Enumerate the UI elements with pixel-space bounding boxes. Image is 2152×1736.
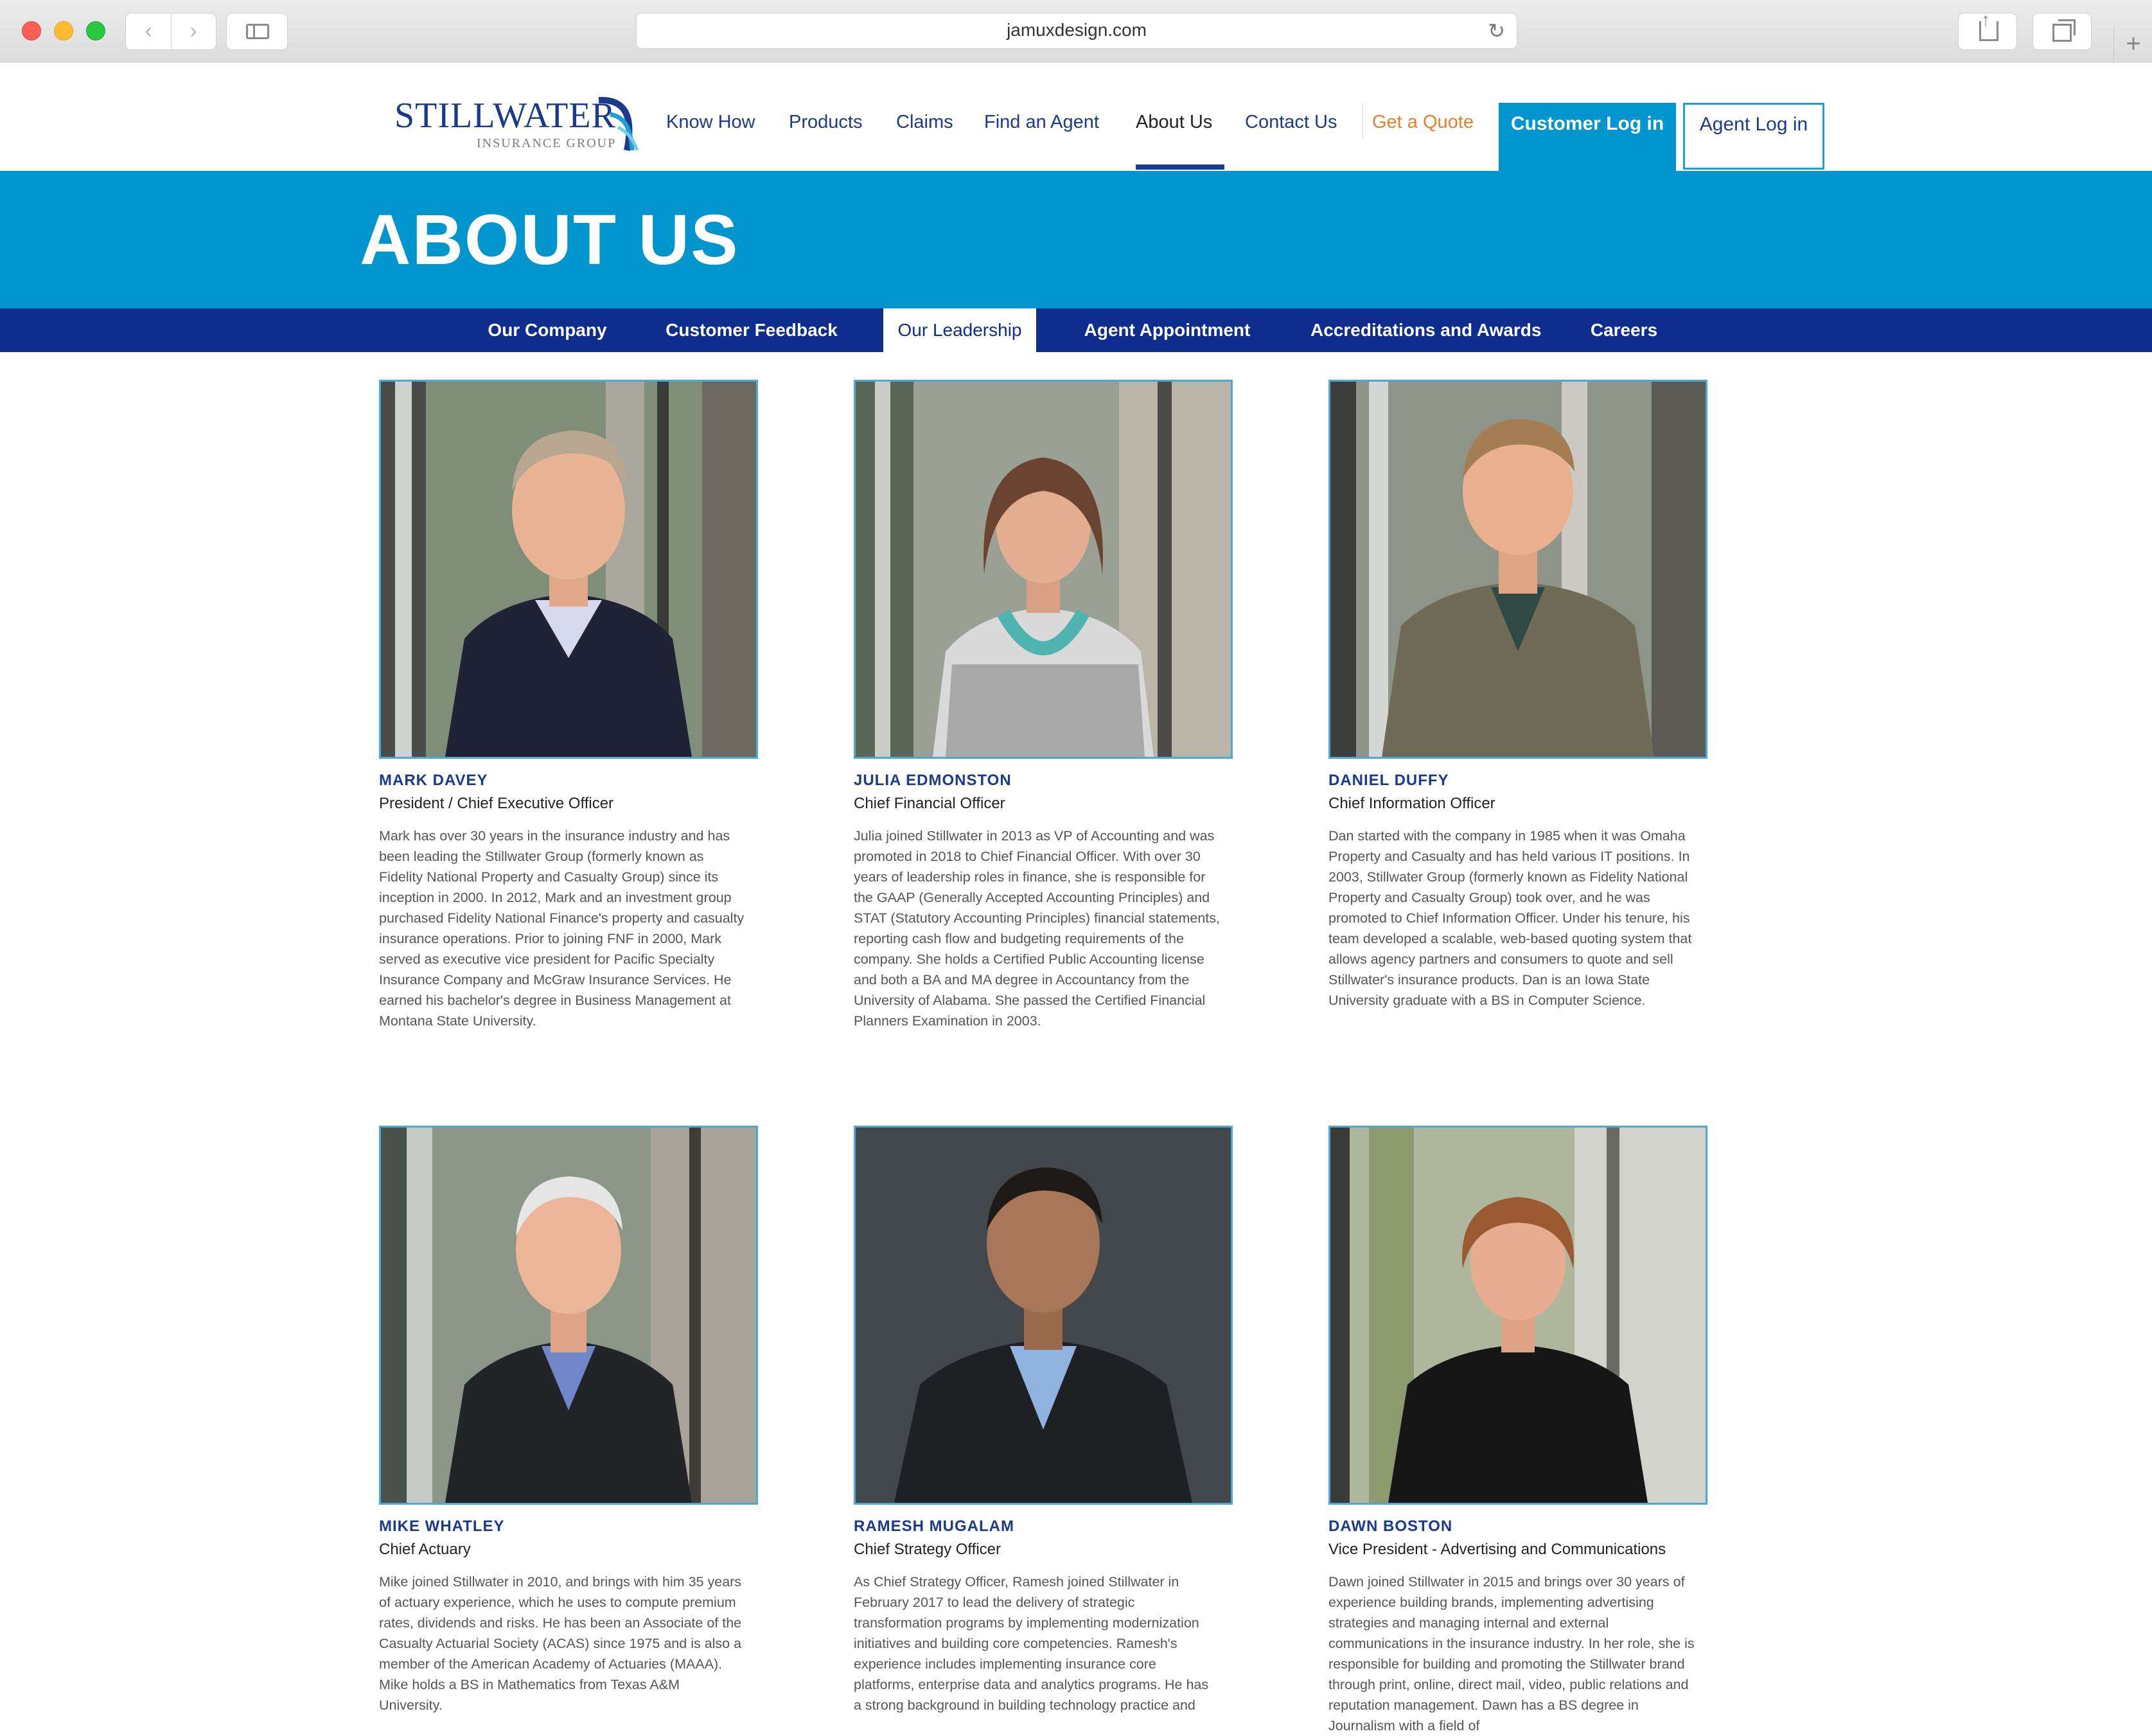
nav-active-indicator xyxy=(1136,164,1224,170)
leader-bio: Mark has over 30 years in the insurance industry and has been leading the Stillwater Group (formerly known as Fidelity National Property and Casualty Group) since its inception in 2000. In 2012, Mark and an investment group purchased Fidelity National Finance's property and casualty insurance operations. Prior to joining FNF in 2000, Mark served as executive vice president for Pacific Specialty Insurance Company and McGraw Insurance Services. He earned his bachelor's degree in Business Management at Montana State University. xyxy=(379,828,745,1029)
leader-card xyxy=(1328,380,1707,1011)
leader-photo xyxy=(854,1126,1233,1505)
nav-divider xyxy=(1362,103,1363,139)
minimize-window-button[interactable] xyxy=(54,21,73,40)
plus-icon: + xyxy=(2126,30,2141,58)
zoom-window-button[interactable] xyxy=(86,21,105,40)
leader-name: DAWN BOSTON xyxy=(1328,1518,1453,1535)
sidebar-icon xyxy=(246,24,269,39)
leader-title: Vice President - Advertising and Communications xyxy=(1328,1541,1666,1558)
leader-name: MARK DAVEY xyxy=(379,772,488,789)
leader-title: Chief Financial Officer xyxy=(854,795,1005,812)
forward-arrow-icon[interactable]: › xyxy=(190,19,197,43)
portrait-image xyxy=(1330,1128,1706,1503)
subnav-careers[interactable]: Careers xyxy=(1590,320,1658,340)
tab-overview-button[interactable] xyxy=(2033,13,2092,50)
customer-login-button[interactable]: Customer Log in xyxy=(1499,103,1676,171)
subnav-customer-feedback[interactable]: Customer Feedback xyxy=(666,320,838,340)
site-header xyxy=(0,63,2152,171)
leader-name: DANIEL DUFFY xyxy=(1328,772,1449,789)
sidebar-toggle-button[interactable] xyxy=(226,13,288,50)
address-bar[interactable] xyxy=(636,13,1517,49)
url-text: jamuxdesign.com xyxy=(1007,20,1147,40)
browser-toolbar xyxy=(0,0,2152,64)
reload-icon[interactable]: ↻ xyxy=(1488,19,1505,42)
subnav-our-leadership[interactable]: Our Leadership xyxy=(883,308,1036,352)
leader-bio: Mike joined Stillwater in 2010, and brings with him 35 years of actuary experience, which he uses to compute premium rates, dividends and risks. He has been an Associate of the Casualty Actuarial Society (ACAS) since 1975 and is also a member of the American Academy of Actuaries (MAAA). Mike holds a BS in Mathematics from Texas A&M University. xyxy=(379,1574,742,1713)
share-icon xyxy=(1979,21,1998,41)
subnav-accreditations-awards[interactable]: Accreditations and Awards xyxy=(1310,320,1542,340)
share-button[interactable] xyxy=(1958,13,2017,50)
nav-find-an-agent[interactable]: Find an Agent xyxy=(984,112,1099,132)
nav-about-us[interactable]: About Us xyxy=(1136,112,1213,132)
leader-photo xyxy=(1328,1126,1707,1505)
leader-card xyxy=(1328,1126,1707,1736)
leader-photo xyxy=(1328,380,1707,759)
portrait-image xyxy=(381,1128,756,1503)
logo-wordmark: STILLWATER xyxy=(394,96,616,136)
leader-photo xyxy=(379,380,758,759)
subnav-our-company[interactable]: Our Company xyxy=(488,320,607,340)
new-tab-button[interactable] xyxy=(2113,26,2152,63)
logo-subtitle: INSURANCE GROUP xyxy=(477,136,617,150)
leader-title: Chief Strategy Officer xyxy=(854,1541,1001,1558)
leader-card xyxy=(854,380,1233,1031)
leader-card xyxy=(379,1126,758,1715)
section-subnav xyxy=(0,308,2152,352)
leader-title: Chief Information Officer xyxy=(1328,795,1495,812)
history-nav xyxy=(125,13,216,50)
leader-bio: Dawn joined Stillwater in 2015 and brings over 30 years of experience building brands, implementing advertising strategies and managing internal and external communications in the insurance industry. In her role, she is responsible for building and promoting the Stillwater brand through print, online, direct mail, video, public relations and reputation management. Dawn has a BS degree in Journalism with a field of xyxy=(1328,1574,1695,1733)
stillwater-logo[interactable] xyxy=(393,95,644,153)
tabs-icon xyxy=(2052,24,2072,42)
leader-title: President / Chief Executive Officer xyxy=(379,795,614,812)
leader-photo xyxy=(379,1126,758,1505)
portrait-image xyxy=(856,1128,1231,1503)
leader-photo xyxy=(854,380,1233,759)
leader-bio: As Chief Strategy Officer, Ramesh joined Stillwater in February 2017 to lead the delivery of strategic transformation programs by implementing modernization initiatives and building core competencies. Ramesh's experience includes implementing insurance core platforms, enterprise data and analytics programs. He has a strong background in building technology practice and xyxy=(854,1574,1209,1713)
leader-name: RAMESH MUGALAM xyxy=(854,1518,1014,1535)
close-window-button[interactable] xyxy=(22,21,41,40)
logo-wave-icon xyxy=(596,95,641,153)
nav-contact-us[interactable]: Contact Us xyxy=(1245,112,1337,132)
nav-products[interactable]: Products xyxy=(789,112,863,132)
hero-banner xyxy=(0,171,2152,308)
page-title: ABOUT US xyxy=(360,200,739,279)
nav-know-how[interactable]: Know How xyxy=(666,112,755,132)
leader-name: MIKE WHATLEY xyxy=(379,1518,505,1535)
leader-card xyxy=(854,1126,1233,1715)
leader-card xyxy=(379,380,758,1031)
portrait-image xyxy=(381,382,756,757)
portrait-image xyxy=(856,382,1231,757)
leader-bio: Julia joined Stillwater in 2013 as VP of Accounting and was promoted in 2018 to Chief Financial Officer. With over 30 years of leadership roles in finance, she is responsible for the GAAP (Generally Accepted Accounting Principles) and STAT (Statutory Accounting Principles) financial statements, reporting cash flow and budgeting requirements of the company. She holds a Certified Public Accounting license and both a BA and MA degree in Accountancy from the University of Alabama. She passed the Certified Financial Planners Examination in 2003. xyxy=(854,828,1221,1029)
back-arrow-icon[interactable]: ‹ xyxy=(145,19,152,43)
nav-claims[interactable]: Claims xyxy=(896,112,953,132)
agent-login-button[interactable]: Agent Log in xyxy=(1683,103,1824,170)
nav-get-a-quote[interactable]: Get a Quote xyxy=(1372,112,1474,132)
leader-bio: Dan started with the company in 1985 when it was Omaha Property and Casualty and has held various IT positions. In 2003, Stillwater Group (formerly known as Fidelity National Property and Casualty Group) took over, and he was promoted to Chief Information Officer. Under his tenure, his team developed a scalable, web-based quoting system that allows agency partners and consumers to quote and sell Stillwater's insurance products. Dan is an Iowa State University graduate with a BS in Computer Science. xyxy=(1328,828,1692,1008)
leader-title: Chief Actuary xyxy=(379,1541,471,1558)
subnav-agent-appointment[interactable]: Agent Appointment xyxy=(1084,320,1251,340)
portrait-image xyxy=(1330,382,1706,757)
leader-name: JULIA EDMONSTON xyxy=(854,772,1012,789)
